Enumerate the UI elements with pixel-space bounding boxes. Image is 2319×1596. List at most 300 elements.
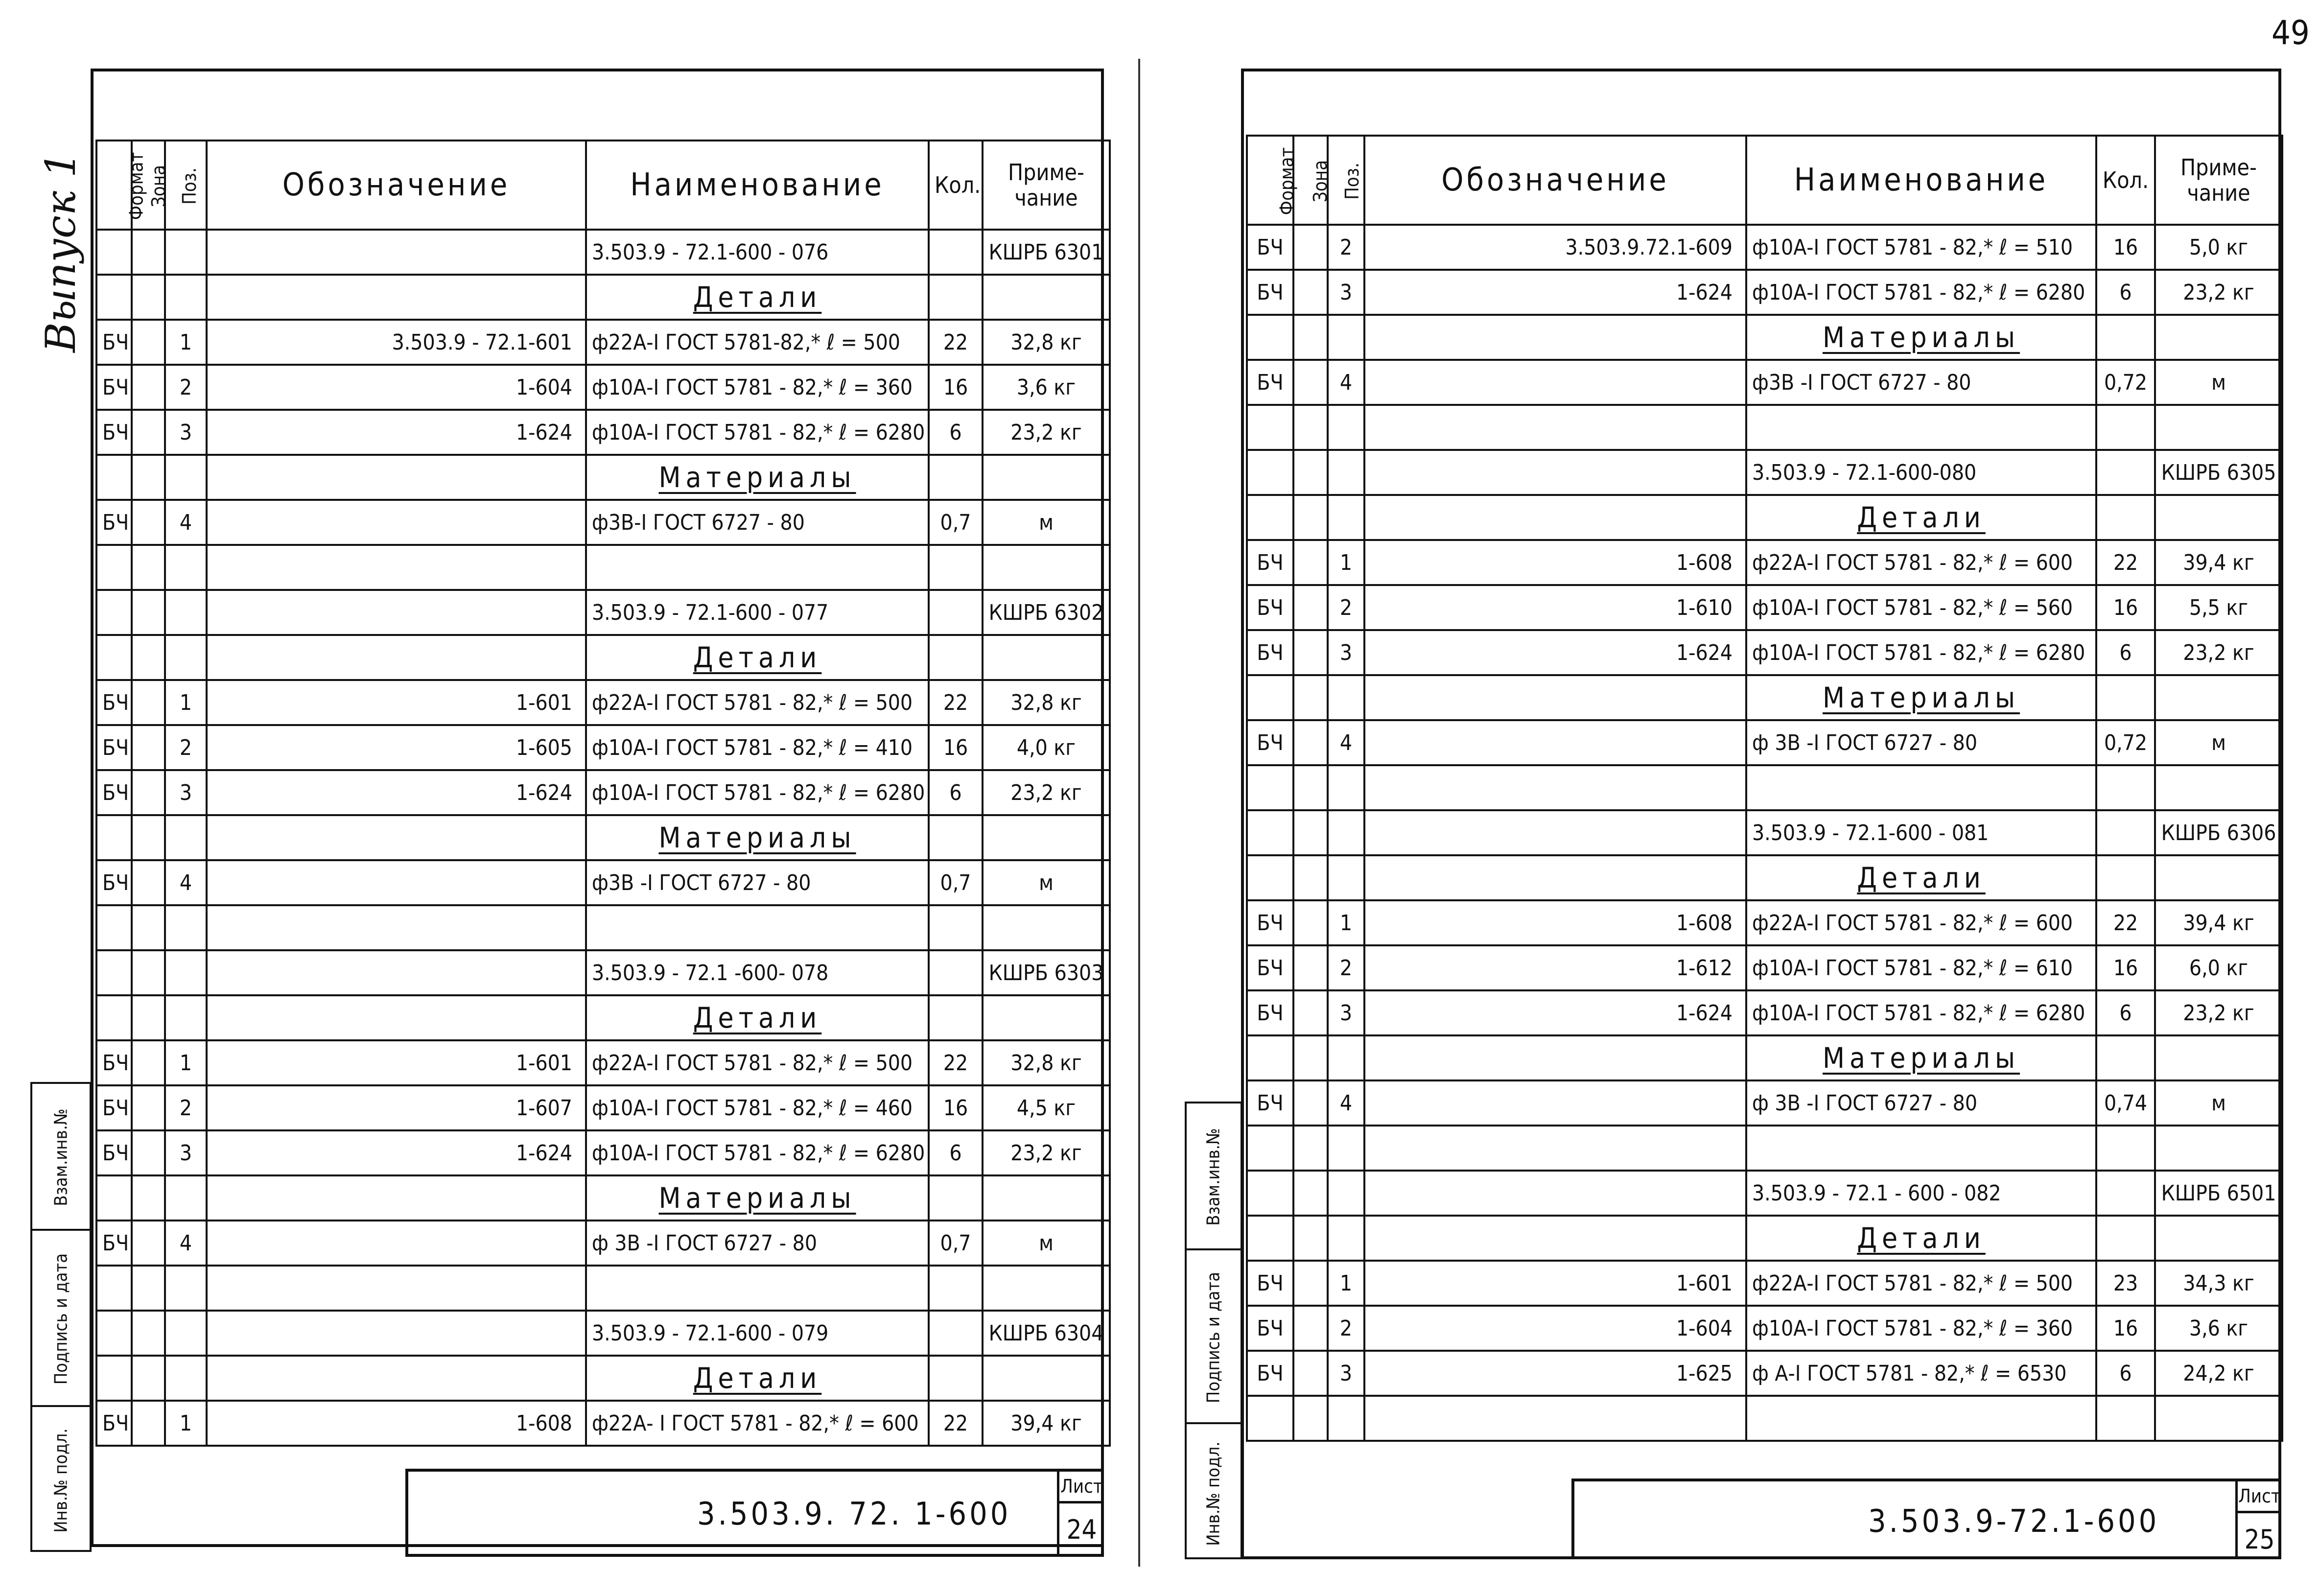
right-empty-cell	[2096, 495, 2155, 540]
left-empty-cell	[207, 995, 586, 1040]
right-zone-cell	[1293, 1351, 1328, 1396]
right-col-pos-header-cell	[1328, 136, 1364, 225]
right-empty-cell	[1293, 1396, 1328, 1441]
right-stamp-podp: Подпись и дата	[1187, 1248, 1241, 1424]
left-designation-cell: 1-605	[207, 725, 586, 770]
right-section-cell	[1746, 495, 2096, 540]
left-note-cell: 39,4 кг	[983, 1401, 1110, 1446]
right-empty-cell	[2096, 675, 2155, 720]
left-name-cell: ф 3В -I ГОСТ 6727 - 80	[586, 1220, 929, 1266]
left-section-heading: Детали	[693, 1361, 822, 1395]
left-qty-cell: 22	[929, 680, 983, 725]
right-pos-cell: 4	[1328, 1080, 1364, 1126]
right-zone-cell	[1293, 1306, 1328, 1351]
right-pos-cell: 4	[1328, 720, 1364, 765]
right-name-cell: ф10А-I ГОСТ 5781 - 82,* ℓ = 6280	[1746, 270, 2096, 315]
left-qty-cell: 16	[929, 365, 983, 410]
right-qty-cell: 16	[2096, 585, 2155, 630]
right-pos-cell: 2	[1328, 945, 1364, 990]
right-table-row	[1247, 405, 2282, 450]
left-note-cell: м	[983, 860, 1110, 905]
left-section-cell	[586, 1175, 929, 1220]
left-name-cell: ф10А-I ГОСТ 5781 - 82,* ℓ = 360	[586, 365, 929, 410]
left-name-cell: ф10А-I ГОСТ 5781 - 82,* ℓ = 6280	[586, 770, 929, 815]
left-empty-cell	[165, 905, 207, 950]
left-spec-table	[95, 140, 1111, 1447]
right-note-cell: 6,0 кг	[2155, 945, 2282, 990]
right-pos-cell: 4	[1328, 360, 1364, 405]
right-empty-cell	[1364, 855, 1746, 900]
right-name-cell: 3.503.9 - 72.1-600-080	[1746, 450, 2096, 495]
right-empty-cell	[2155, 495, 2282, 540]
left-table-row	[96, 860, 1110, 905]
left-table-row	[96, 815, 1110, 860]
left-format-cell	[96, 1311, 132, 1356]
left-designation-cell	[207, 1220, 586, 1266]
right-section-heading: Детали	[1857, 861, 1986, 894]
left-empty-cell	[132, 995, 165, 1040]
right-designation-cell: 1-625	[1364, 1351, 1746, 1396]
right-designation-cell	[1364, 720, 1746, 765]
left-empty-cell	[96, 455, 132, 500]
right-zone-cell	[1293, 1080, 1328, 1126]
left-name-cell: ф10А-I ГОСТ 5781 - 82,* ℓ = 460	[586, 1085, 929, 1130]
left-designation-cell: 1-601	[207, 1040, 586, 1085]
right-section-heading: Материалы	[1822, 321, 2020, 354]
right-pos-cell	[1328, 450, 1364, 495]
left-empty-cell	[207, 905, 586, 950]
left-qty-cell: 0,7	[929, 500, 983, 545]
left-section-heading: Материалы	[658, 821, 856, 854]
right-pos-cell: 1	[1328, 900, 1364, 945]
right-empty-cell	[1328, 405, 1364, 450]
right-table-row	[1247, 1171, 2282, 1216]
left-col-format-header: Формат	[125, 152, 147, 220]
right-empty-cell	[1247, 765, 1293, 810]
left-pos-cell: 2	[165, 725, 207, 770]
right-name-cell: ф10А-I ГОСТ 5781 - 82,* ℓ = 610	[1746, 945, 2096, 990]
right-sheet-label: Лист	[2238, 1481, 2281, 1513]
right-section-heading: Материалы	[1822, 1041, 2020, 1075]
right-empty-cell	[1247, 1396, 1293, 1441]
left-empty-cell	[132, 815, 165, 860]
right-empty-cell	[1364, 495, 1746, 540]
right-zone-cell	[1293, 225, 1328, 270]
right-note-cell: м	[2155, 1080, 2282, 1126]
left-stamp-inv: Инв.№ подл.	[32, 1405, 90, 1554]
right-empty-cell	[1247, 1126, 1293, 1171]
left-empty-cell	[132, 545, 165, 590]
right-empty-cell	[2155, 1126, 2282, 1171]
right-note-cell: 5,0 кг	[2155, 225, 2282, 270]
right-col-note-header-2: чание	[2187, 180, 2250, 206]
right-col-name-header-cell	[1746, 136, 2096, 225]
left-designation-cell: 1-604	[207, 365, 586, 410]
right-spec-table	[1246, 135, 2283, 1442]
left-name-cell: ф22А- I ГОСТ 5781 - 82,* ℓ = 600	[586, 1401, 929, 1446]
left-note-cell: 4,0 кг	[983, 725, 1110, 770]
right-col-name-header: Наименование	[1794, 162, 2049, 198]
right-section-heading: Материалы	[1822, 681, 2020, 714]
right-empty-cell	[1247, 495, 1293, 540]
left-note-cell: КШРБ 6302	[983, 590, 1110, 635]
left-title-block	[405, 1469, 1104, 1557]
right-col-designation-header: Обозначение	[1441, 162, 1669, 198]
left-empty-cell	[929, 545, 983, 590]
left-table-row	[96, 1220, 1110, 1266]
right-empty-cell	[1247, 1035, 1293, 1080]
right-section-cell	[1746, 1216, 2096, 1261]
right-pos-cell: 1	[1328, 540, 1364, 585]
left-qty-cell	[929, 590, 983, 635]
left-stamp	[30, 1082, 92, 1552]
right-header-row	[1247, 136, 2282, 225]
left-note-cell: 3,6 кг	[983, 365, 1110, 410]
right-qty-cell: 0,74	[2096, 1080, 2155, 1126]
left-pos-cell: 4	[165, 500, 207, 545]
left-zone-cell	[132, 950, 165, 995]
right-empty-cell	[1293, 675, 1328, 720]
left-name-cell: ф10А-I ГОСТ 5781 - 82,* ℓ = 6280	[586, 410, 929, 455]
left-table-row	[96, 275, 1110, 320]
left-format-cell: БЧ	[96, 1130, 132, 1175]
right-zone-cell	[1293, 720, 1328, 765]
left-pos-cell: 3	[165, 770, 207, 815]
right-qty-cell	[2096, 810, 2155, 855]
left-name-cell: ф22А-I ГОСТ 5781-82,* ℓ = 500	[586, 320, 929, 365]
right-table-row	[1247, 1216, 2282, 1261]
right-qty-cell: 0,72	[2096, 360, 2155, 405]
left-stamp-vzam: Взам.инв.№	[32, 1082, 90, 1231]
left-pos-cell: 4	[165, 1220, 207, 1266]
left-table-row	[96, 320, 1110, 365]
right-empty-cell	[1328, 855, 1364, 900]
left-note-cell: КШРБ 6303	[983, 950, 1110, 995]
right-pos-cell: 3	[1328, 630, 1364, 675]
right-empty-cell	[2155, 315, 2282, 360]
left-note-cell: 32,8 кг	[983, 680, 1110, 725]
right-qty-cell: 16	[2096, 1306, 2155, 1351]
right-empty-cell	[2096, 855, 2155, 900]
left-table-row	[96, 1085, 1110, 1130]
left-empty-cell	[929, 635, 983, 680]
right-table-row	[1247, 495, 2282, 540]
left-empty-cell	[96, 995, 132, 1040]
left-empty-cell	[96, 815, 132, 860]
right-qty-cell: 6	[2096, 990, 2155, 1035]
left-table-row	[96, 770, 1110, 815]
right-note-cell: м	[2155, 720, 2282, 765]
left-empty-cell	[207, 455, 586, 500]
right-designation-cell	[1364, 450, 1746, 495]
left-section-heading: Материалы	[658, 461, 856, 494]
right-empty-cell	[1247, 315, 1293, 360]
right-empty-cell	[1247, 675, 1293, 720]
left-empty-cell	[983, 545, 1110, 590]
left-designation-cell: 1-601	[207, 680, 586, 725]
right-table-row	[1247, 630, 2282, 675]
left-table-row	[96, 950, 1110, 995]
left-zone-cell	[132, 1130, 165, 1175]
right-note-cell: 34,3 кг	[2155, 1261, 2282, 1306]
left-zone-cell	[132, 1401, 165, 1446]
left-empty-cell	[132, 635, 165, 680]
right-col-zone-header: Зона	[1310, 160, 1332, 202]
left-qty-cell	[929, 1311, 983, 1356]
right-table-row	[1247, 450, 2282, 495]
left-pos-cell: 4	[165, 860, 207, 905]
left-section-heading: Материалы	[658, 1181, 856, 1215]
right-empty-cell	[1364, 405, 1746, 450]
left-sheet-label: Лист	[1059, 1472, 1104, 1503]
right-section-cell	[1746, 855, 2096, 900]
right-empty-cell	[1247, 855, 1293, 900]
right-note-cell: 23,2 кг	[2155, 630, 2282, 675]
left-zone-cell	[132, 365, 165, 410]
right-table-row	[1247, 1261, 2282, 1306]
left-empty-cell	[96, 545, 132, 590]
left-empty-cell	[586, 1266, 929, 1311]
left-zone-cell	[132, 1085, 165, 1130]
left-qty-cell: 22	[929, 320, 983, 365]
right-stamp-inv: Инв.№ подл.	[1187, 1422, 1241, 1563]
right-empty-cell	[2155, 1216, 2282, 1261]
left-pos-cell	[165, 230, 207, 275]
left-section-heading: Детали	[693, 1001, 822, 1034]
left-designation-cell	[207, 860, 586, 905]
right-empty-cell	[1247, 405, 1293, 450]
left-empty-cell	[207, 815, 586, 860]
left-zone-cell	[132, 500, 165, 545]
right-zone-cell	[1293, 630, 1328, 675]
right-empty-cell	[2155, 675, 2282, 720]
left-section-heading: Детали	[693, 641, 822, 674]
right-qty-cell: 22	[2096, 540, 2155, 585]
right-table-row	[1247, 270, 2282, 315]
left-empty-cell	[207, 275, 586, 320]
right-qty-cell: 6	[2096, 270, 2155, 315]
right-zone-cell	[1293, 450, 1328, 495]
left-empty-cell	[132, 275, 165, 320]
right-note-cell: 23,2 кг	[2155, 270, 2282, 315]
right-note-cell: 39,4 кг	[2155, 540, 2282, 585]
left-pos-cell: 1	[165, 680, 207, 725]
right-zone-cell	[1293, 585, 1328, 630]
left-header-row	[96, 141, 1110, 230]
left-note-cell: м	[983, 500, 1110, 545]
left-table-row	[96, 1040, 1110, 1085]
left-zone-cell	[132, 680, 165, 725]
left-designation-cell	[207, 950, 586, 995]
right-section-heading: Детали	[1857, 501, 1986, 534]
left-table-row	[96, 500, 1110, 545]
right-pos-cell: 2	[1328, 585, 1364, 630]
right-col-qty-header-cell	[2096, 136, 2155, 225]
right-section-heading: Детали	[1857, 1221, 1986, 1255]
right-empty-cell	[1328, 1035, 1364, 1080]
left-format-cell	[96, 230, 132, 275]
right-name-cell: ф А-I ГОСТ 5781 - 82,* ℓ = 6530	[1746, 1351, 2096, 1396]
right-empty-cell	[1364, 675, 1746, 720]
right-empty-cell	[1293, 405, 1328, 450]
right-table-row	[1247, 945, 2282, 990]
right-empty-cell	[2096, 315, 2155, 360]
left-empty-cell	[207, 545, 586, 590]
right-designation-cell: 1-608	[1364, 900, 1746, 945]
right-name-cell: ф10А-I ГОСТ 5781 - 82,* ℓ = 6280	[1746, 990, 2096, 1035]
right-empty-cell	[1364, 1396, 1746, 1441]
right-format-cell: БЧ	[1247, 540, 1293, 585]
right-designation-cell: 1-608	[1364, 540, 1746, 585]
left-col-qty-header-cell	[929, 141, 983, 230]
right-stamp	[1185, 1102, 1242, 1559]
left-designation-cell: 3.503.9 - 72.1-601	[207, 320, 586, 365]
right-designation-cell: 1-612	[1364, 945, 1746, 990]
right-table-row	[1247, 360, 2282, 405]
right-note-cell: КШРБ 6501	[2155, 1171, 2282, 1216]
right-empty-cell	[1364, 1126, 1746, 1171]
left-table-row	[96, 410, 1110, 455]
right-qty-cell: 22	[2096, 900, 2155, 945]
right-empty-cell	[1746, 765, 2096, 810]
left-empty-cell	[929, 275, 983, 320]
right-zone-cell	[1293, 270, 1328, 315]
right-format-cell: БЧ	[1247, 630, 1293, 675]
right-empty-cell	[1364, 765, 1746, 810]
right-name-cell: ф10А-I ГОСТ 5781 - 82,* ℓ = 510	[1746, 225, 2096, 270]
right-empty-cell	[1293, 1035, 1328, 1080]
right-note-cell: 23,2 кг	[2155, 990, 2282, 1035]
left-zone-cell	[132, 1220, 165, 1266]
right-section-cell	[1746, 675, 2096, 720]
left-note-cell: 32,8 кг	[983, 320, 1110, 365]
right-empty-cell	[1328, 1126, 1364, 1171]
left-note-cell: 32,8 кг	[983, 1040, 1110, 1085]
left-doc-code: 3.503.9. 72. 1-600	[697, 1496, 1011, 1532]
left-empty-cell	[207, 1266, 586, 1311]
right-empty-cell	[1328, 1396, 1364, 1441]
left-name-cell: ф22А-I ГОСТ 5781 - 82,* ℓ = 500	[586, 1040, 929, 1085]
right-note-cell: 5,5 кг	[2155, 585, 2282, 630]
left-qty-cell: 6	[929, 770, 983, 815]
right-note-cell: КШРБ 6305	[2155, 450, 2282, 495]
right-table-row	[1247, 1080, 2282, 1126]
right-designation-cell: 1-601	[1364, 1261, 1746, 1306]
right-qty-cell: 6	[2096, 1351, 2155, 1396]
right-format-cell: БЧ	[1247, 585, 1293, 630]
left-empty-cell	[132, 1266, 165, 1311]
right-empty-cell	[2096, 405, 2155, 450]
left-designation-cell: 1-607	[207, 1085, 586, 1130]
right-qty-cell	[2096, 1171, 2155, 1216]
left-pos-cell: 2	[165, 1085, 207, 1130]
left-qty-cell: 0,7	[929, 1220, 983, 1266]
right-empty-cell	[2155, 1035, 2282, 1080]
left-note-cell: 23,2 кг	[983, 410, 1110, 455]
right-designation-cell: 1-624	[1364, 630, 1746, 675]
left-table-row	[96, 590, 1110, 635]
right-designation-cell: 1-624	[1364, 270, 1746, 315]
right-name-cell: ф22А-I ГОСТ 5781 - 82,* ℓ = 600	[1746, 900, 2096, 945]
left-empty-cell	[929, 815, 983, 860]
right-table-row	[1247, 1035, 2282, 1080]
left-format-cell: БЧ	[96, 410, 132, 455]
right-table-row	[1247, 1306, 2282, 1351]
left-name-cell: ф3В-I ГОСТ 6727 - 80	[586, 500, 929, 545]
left-col-format-header-cell	[96, 141, 147, 230]
right-pos-cell: 3	[1328, 1351, 1364, 1396]
right-table-row	[1247, 765, 2282, 810]
right-empty-cell	[1328, 495, 1364, 540]
right-format-cell: БЧ	[1247, 270, 1293, 315]
left-section-cell	[586, 635, 929, 680]
left-table-row	[96, 1266, 1110, 1311]
right-empty-cell	[2096, 1396, 2155, 1441]
left-empty-cell	[983, 1266, 1110, 1311]
left-note-cell: КШРБ 6304	[983, 1311, 1110, 1356]
left-format-cell	[96, 950, 132, 995]
left-qty-cell	[929, 230, 983, 275]
left-table-row	[96, 545, 1110, 590]
right-empty-cell	[1293, 495, 1328, 540]
right-empty-cell	[1364, 1035, 1746, 1080]
right-name-cell: ф10А-I ГОСТ 5781 - 82,* ℓ = 560	[1746, 585, 2096, 630]
page-number: 49	[2272, 14, 2310, 52]
right-empty-cell	[1328, 1216, 1364, 1261]
left-col-note-header-2: чание	[1014, 185, 1078, 211]
left-empty-cell	[929, 455, 983, 500]
left-section-cell	[586, 995, 929, 1040]
left-empty-cell	[207, 1356, 586, 1401]
left-designation-cell	[207, 590, 586, 635]
left-format-cell: БЧ	[96, 320, 132, 365]
left-empty-cell	[983, 455, 1110, 500]
left-zone-cell	[132, 770, 165, 815]
right-format-cell: БЧ	[1247, 1261, 1293, 1306]
left-note-cell: м	[983, 1220, 1110, 1266]
right-format-cell	[1247, 1171, 1293, 1216]
right-designation-cell	[1364, 810, 1746, 855]
left-col-zone-header: Зона	[148, 164, 170, 207]
right-format-cell: БЧ	[1247, 900, 1293, 945]
left-note-cell: 23,2 кг	[983, 770, 1110, 815]
left-empty-cell	[207, 1175, 586, 1220]
left-col-name-header: Наименование	[630, 167, 885, 203]
left-table-row	[96, 725, 1110, 770]
right-zone-cell	[1293, 990, 1328, 1035]
left-empty-cell	[929, 995, 983, 1040]
left-empty-cell	[96, 1356, 132, 1401]
right-col-format-header-cell	[1247, 136, 1298, 225]
right-name-cell: 3.503.9 - 72.1 - 600 - 082	[1746, 1171, 2096, 1216]
left-qty-cell: 16	[929, 725, 983, 770]
right-table-row	[1247, 855, 2282, 900]
left-sheet-number: 24	[1066, 1514, 1097, 1545]
right-pos-cell	[1328, 1171, 1364, 1216]
left-table-row	[96, 1356, 1110, 1401]
right-qty-cell	[2096, 450, 2155, 495]
right-table-row	[1247, 1126, 2282, 1171]
right-table-row	[1247, 990, 2282, 1035]
left-pos-cell: 3	[165, 410, 207, 455]
left-pos-cell	[165, 950, 207, 995]
left-empty-cell	[983, 905, 1110, 950]
right-note-cell: м	[2155, 360, 2282, 405]
left-empty-cell	[983, 635, 1110, 680]
right-name-cell: ф 3В -I ГОСТ 6727 - 80	[1746, 1080, 2096, 1126]
left-designation-cell: 1-608	[207, 1401, 586, 1446]
left-table-row	[96, 635, 1110, 680]
